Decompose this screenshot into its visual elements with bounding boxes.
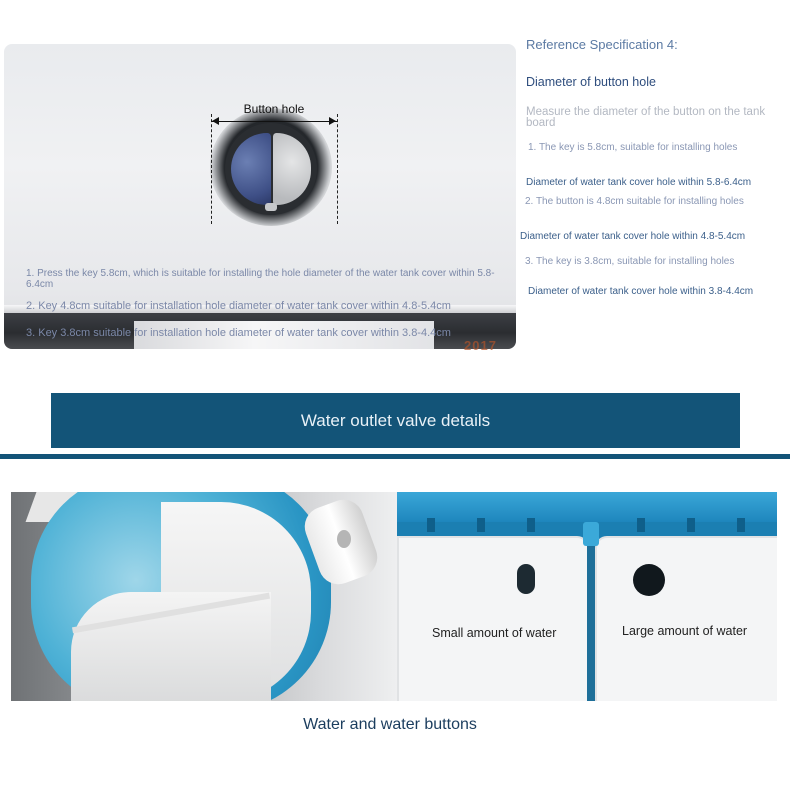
- frame-rib: [527, 518, 535, 532]
- spec-range-1: Diameter of water tank cover hole within 5.8-6.4cm: [526, 177, 752, 188]
- spec-measure-text: Measure the diameter of the button on the tank board: [526, 106, 766, 129]
- bottom-caption: Water and water buttons: [303, 716, 477, 733]
- button-frame-top: [397, 492, 777, 522]
- flush-button: [225, 123, 317, 215]
- arrow-left-icon: [212, 117, 219, 125]
- arrow-right-icon: [329, 117, 336, 125]
- frame-rib: [687, 518, 695, 532]
- photo-note-1: 1. Press the key 5.8cm, which is suitable for installing the hole diameter of the water tank cover within 5.8-6.4cm: [26, 268, 495, 290]
- small-flush-button: [397, 536, 589, 701]
- spec-range-2: Diameter of water tank cover hole within 4.8-5.4cm: [520, 231, 746, 242]
- spec-item-3: 3. The key is 3.8cm, suitable for installing holes: [525, 256, 735, 267]
- spec-range-3: Diameter of water tank cover hole within 3.8-4.4cm: [528, 286, 754, 297]
- tank-board-photo: [4, 44, 516, 349]
- banner-title: Water outlet valve details: [300, 410, 491, 430]
- button-hole-label: Button hole: [243, 102, 305, 116]
- valve-white-base: [71, 592, 271, 701]
- button-connector: [583, 522, 599, 546]
- valve-fitting-hole: [337, 530, 351, 548]
- spec-title: Reference Specification 4:: [526, 37, 678, 52]
- section-banner: [51, 393, 740, 448]
- frame-rib: [477, 518, 485, 532]
- watermark: 2017: [464, 338, 497, 353]
- large-water-hole-icon: [633, 564, 665, 596]
- large-water-label: Large amount of water: [622, 624, 748, 638]
- spec-item-2: 2. The button is 4.8cm suitable for installing holes: [525, 196, 744, 207]
- measure-guide-left: [211, 114, 212, 224]
- spec-subtitle: Diameter of button hole: [526, 75, 656, 89]
- frame-rib: [637, 518, 645, 532]
- spec-item-1: 1. The key is 5.8cm, suitable for installing holes: [528, 142, 738, 153]
- small-water-label: Small amount of water: [432, 626, 557, 640]
- water-buttons-photo: [397, 492, 777, 701]
- frame-rib: [427, 518, 435, 532]
- banner-divider: [0, 454, 790, 459]
- measure-guide-right: [337, 114, 338, 224]
- photo-note-2: 2. Key 4.8cm suitable for installation hole diameter of water tank cover within 4.8-5.4cm: [26, 300, 451, 312]
- frame-rib: [737, 518, 745, 532]
- flush-button-screw: [265, 203, 277, 211]
- button-gap: [587, 532, 595, 701]
- small-water-hole-icon: [517, 564, 535, 594]
- outlet-valve-photo: [11, 492, 397, 701]
- measure-line: [211, 121, 337, 122]
- photo-note-3: 3. Key 3.8cm suitable for installation hole diameter of water tank cover within 3.8-4.4cm: [26, 327, 451, 339]
- flush-button-grey-half: [273, 133, 311, 205]
- large-flush-button: [595, 536, 777, 701]
- flush-button-blue-half: [231, 133, 271, 205]
